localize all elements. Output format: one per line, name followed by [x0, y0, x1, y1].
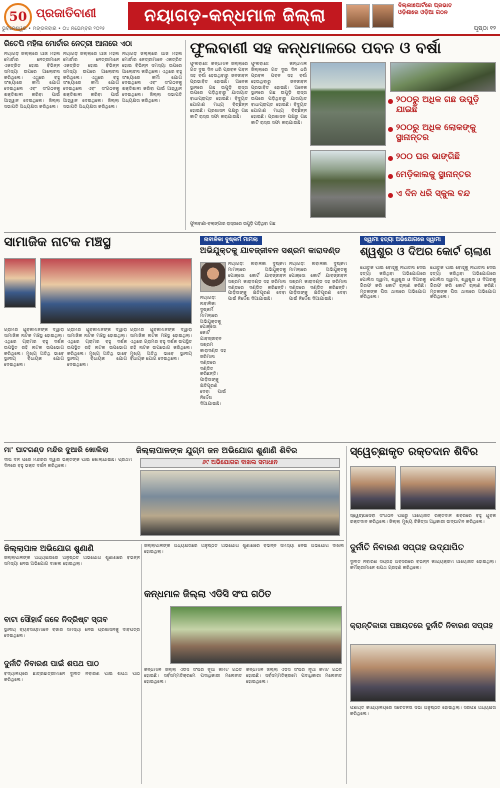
- kandhamal-body-col2: କନ୍ଧମାଳ ଜିଲ୍ଲା ଏଡିସି ସଂଘର ନୂଆ କମିଟି ଗଠିତ ହୋଇଛି। ସର୍ବସମ୍ମତିକ୍ରମେ ପଦାଧିକାରୀ ମନୋନୀତ ହୋଇଥିଲେ।: [246, 668, 342, 685]
- child-case-headline: ଅଭିଯୁକ୍ତକୁ ଯାବଜ୍ଜୀବନ ସଶ୍ରମ କାରାଦଣ୍ଡ: [200, 245, 341, 255]
- collector-body-2: ଜିଲ୍ଲାପାଳଙ୍କ ଅଧ୍ୟକ୍ଷତାରେ ଅନୁଷ୍ଠିତ ଅଭିଯୋଗ ଶୁଣାଣିରେ ବିଭିନ୍ନ ସମସ୍ୟା ନେଇ ଅଭିଯୋଗ ଦାଖଲ ହୋଇଥିଲା।: [144, 544, 344, 555]
- blood-photo-1: [350, 466, 396, 510]
- child-body-col0: ନୟାଗଡ଼: ନାବାଳିକା ଦୁଷ୍କର୍ମ ମାମଲାରେ ଅଭିଯୁକ୍ତକୁ ପୋକ୍ସୋ କୋର୍ଟ ଯାବଜ୍ଜୀବନ ସଶ୍ରମ କାରାଦଣ୍ଡ ସହ ଜରିମାନା ଦଣ୍ଡରେ ଦଣ୍ଡିତ କରିଛନ୍ତି। ପୀଡ଼ିତାଙ୍କୁ କ୍ଷତିପୂରଣ ଦେବା ପାଇଁ ନିର୍ଦ୍ଦେଶ ଦିଆଯାଇଛି।: [200, 296, 226, 407]
- dowry-body-col2: ଯୌତୁକ ପାଇଁ ବୋହୂକୁ ନିର୍ଯାତନା ଦେଇ ହତ୍ୟା କରିଥିବା ଅଭିଯୋଗରେ ପୋଲିସ ସ୍ୱାମୀ, ଶ୍ୱଶୁର ଓ ଦିଅରକୁ ଗିରଫ କରି କୋର୍ଟ ଚାଲାଣ କରିଛି। ମୃତକଙ୍କ ପିତା ଥାନାରେ ଅଭିଯୋଗ କରିଥିଲେ।: [430, 266, 496, 301]
- kandhamal-photo: [170, 606, 342, 664]
- road-photo-2: [310, 150, 386, 218]
- main-body-col2: ଫୁଲବାଣୀ: କନ୍ଧମାଳ ଜିଲ୍ଲାରେ ଗତ ଦୁଇ ଦିନ ଧରି ପ୍ରବଳ ପବନ ସହ ବର୍ଷା ହେଉଥିବାରୁ ଜନଜୀବନ ପ୍ରଭାବିତ ହୋଇଛି। ଅନେକ ସ୍ଥାନରେ ଗଛ ଉପୁଡ଼ି ରାସ୍ତା ଉପରେ ପଡ଼ିଥିବାରୁ ଯାତାୟାତ ବାଧାପ୍ରାପ୍ତ ହୋଇଛି। ବିଦ୍ୟୁତ ଯୋଗାଣ ମଧ୍ୟ ବିଚ୍ଛିନ୍ନ ହୋଇଛି। ପ୍ରଶାସନ ପକ୍ଷରୁ ଗଛ କାଟି ରାସ୍ତା ସଫା କରାଯାଉଛି।: [251, 62, 307, 126]
- collector-body: ଜିଲ୍ଲାପାଳଙ୍କ ଅଧ୍ୟକ୍ଷତାରେ ଅନୁଷ୍ଠିତ ଅଭିଯୋଗ ଶୁଣାଣିରେ ବିଭିନ୍ନ ସମସ୍ୟା ନେଇ ଅଭିଯୋଗ ଦାଖଲ ହୋଇଥିଲା।: [4, 556, 140, 567]
- camp-banner: ୬୯ ଅଭିଯୋଗର ଦାଖଲ ସମାଧାନ: [140, 458, 340, 468]
- dowry-headline: ଶ୍ୱଶୁର ଓ ଦିଅର କୋର୍ଟ ଚାଲାଣ: [360, 245, 492, 258]
- stage-photo: [40, 258, 192, 324]
- social-body-col3: ଗ୍ରାମର ଯୁବକମାନଙ୍କ ଦ୍ୱାରା ସାମାଜିକ ନାଟକ ମଞ୍ଚସ୍ଥ ହୋଇଥିଲା। ଏଥିରେ ଗ୍ରାମର ବହୁ ଦର୍ଶକ ଉପସ୍ଥିତ ରହି ନାଟକ ଉପଭୋଗ କରିଥିଲେ। ମୁଖ୍ୟ ଅତିଥି ଭାବେ ସ୍ଥାନୀୟ ବିଧାୟକ ଯୋଗ ଦେଇଥିଲେ।: [130, 328, 192, 363]
- kandhamal-headline: କନ୍ଧମାଳ ଜିଲ୍ଲା ଏଡିସି ସଂଘ ଗଠିତ: [144, 589, 272, 600]
- stage-photo-small: [4, 258, 36, 308]
- temple-headline: ମା' ଘାଟଗଣ୍ଡ ମନ୍ଦିର ଦୁଆରି ଖୋଲିଲା: [4, 445, 109, 454]
- social-headline: ସାମାଜିକ ନାଟକ ମଞ୍ଚସ୍ଥ: [4, 235, 111, 250]
- vigilance-body: ଦୁର୍ନୀତି ନିବାରଣ ସପ୍ତାହ ଅବସରରେ ବିଭିନ୍ନ କାର୍ଯ୍ୟକ୍ରମ ଆୟୋଜିତ ହୋଇଥିଲା। କର୍ମଚାରୀମାନେ ଶପଥ ଗ୍ରହଣ କରିଥିଲେ।: [350, 560, 496, 571]
- page-number: ପୃଷ୍ଠା ୧୨: [473, 25, 496, 32]
- bullet-item: ମେଡ଼ିକାଲକୁ ସ୍ଥାନାନ୍ତର: [388, 171, 496, 181]
- brand-name[interactable]: ପ୍ରଜାତିବାଣୀ: [36, 6, 97, 20]
- road-caption: ଫୁଲବାଣୀ-ବଲାଙ୍ଗୀର ରାସ୍ତାରେ ଉପୁଡ଼ି ପଡ଼ିଥିବା ଗଛ: [190, 222, 276, 227]
- blood-photo-2: [400, 466, 496, 510]
- main-headline: ଫୁଲବାଣୀ ସହ କନ୍ଧମାଳରେ ପବନ ଓ ବର୍ଷା: [190, 39, 442, 57]
- panchayat-photo: [350, 644, 496, 702]
- camp-headline: ଜିଲ୍ଲାପାଳଙ୍କ ଯୁଗ୍ମ ଜନ ଅଭିଯୋଗ ଶୁଣାଣି ଶିବିର: [136, 445, 298, 455]
- blood-body: ସ୍ୱେଚ୍ଛାସେବୀ ସଂଗଠନ ପକ୍ଷରୁ ଆୟୋଜିତ ରକ୍ତଦାନ ଶିବିରରେ ବହୁ ଯୁବକ ରକ୍ତଦାନ କରିଥିଲେ। ଜିଲ୍ଲା ମୁଖ୍ୟ ଚିକିତ୍ସା ଅଧିକାରୀ ଉଦ୍‌ଘାଟନ କରିଥିଲେ।: [350, 514, 496, 525]
- oath-headline: ଦୁର୍ନୀତି ନିବାରଣ ପାଇଁ ଶପଥ ପାଠ: [4, 659, 99, 668]
- masthead: [0, 0, 500, 36]
- bullet-item: ଏ ଦିନ ଧରି ସ୍କୁଲ ବନ୍ଦ: [388, 190, 496, 200]
- dowry-body-col1: ଯୌତୁକ ପାଇଁ ବୋହୂକୁ ନିର୍ଯାତନା ଦେଇ ହତ୍ୟା କରିଥିବା ଅଭିଯୋଗରେ ପୋଲିସ ସ୍ୱାମୀ, ଶ୍ୱଶୁର ଓ ଦିଅରକୁ ଗିରଫ କରି କୋର୍ଟ ଚାଲାଣ କରିଛି। ମୃତକଙ୍କ ପିତା ଥାନାରେ ଅଭିଯୋଗ କରିଥିଲେ।: [360, 266, 426, 301]
- left-top-headline: ରିତେପି ମହିଳା ମୋର୍ଚାର ନେତ୍ରୀ ଆନାରେ ଏଠା: [4, 39, 133, 48]
- newspaper-logo[interactable]: 50: [4, 3, 32, 31]
- dowry-tag: ସ୍ୱାମୀ ହତ୍ୟା ଅଭିଯୋଗରେ ସ୍ୱାମୀ: [360, 236, 445, 245]
- social-body-col2: ଗ୍ରାମର ଯୁବକମାନଙ୍କ ଦ୍ୱାରା ସାମାଜିକ ନାଟକ ମଞ୍ଚସ୍ଥ ହୋଇଥିଲା। ଏଥିରେ ଗ୍ରାମର ବହୁ ଦର୍ଶକ ଉପସ୍ଥିତ ରହି ନାଟକ ଉପଭୋଗ କରିଥିଲେ। ମୁଖ୍ୟ ଅତିଥି ଭାବେ ସ୍ଥାନୀୟ ବିଧାୟକ ଯୋଗ ଦେଇଥିଲେ।: [67, 328, 127, 369]
- bullet-item: ୨୦୦ ଘର ଭାଙ୍ଗିଛି: [388, 153, 496, 163]
- portrait-photo: [200, 262, 226, 292]
- collector-headline: ଜିଲ୍ଲାପାଳ ଅଭିଯୋଗ ଶୁଣାଣି: [4, 544, 94, 553]
- kandhamal-body-col1: କନ୍ଧମାଳ ଜିଲ୍ଲା ଏଡିସି ସଂଘର ନୂଆ କମିଟି ଗଠିତ ହୋଇଛି। ସର୍ବସମ୍ମତିକ୍ରମେ ପଦାଧିକାରୀ ମନୋନୀତ ହୋଇଥିଲେ।: [144, 668, 242, 685]
- header-promo: ଦିଲ୍ଲୀପୋର୍ଟରେ ପ୍ରଭାତ ଓଡ଼ିଶାରେ ଓଡ଼ିଆ ଗଠନ: [398, 3, 453, 16]
- left-top-body-col1: ନୟାଗଡ଼ ଜିଲ୍ଲାରେ ଆଜି ମହିଳା ମୋର୍ଚାର ନେତ୍ରୀମାନେ ଏକତ୍ରିତ ହୋଇ ବିଭିନ୍ନ ସମସ୍ୟା ଉପରେ ଆଲୋଚନା କରିଥିଲେ। ଏଥିରେ ବହୁ ସଂଖ୍ୟାରେ କର୍ମୀ ଯୋଗ ଦେଇଥିଲେ ଏବଂ ସଂଗଠନକୁ ଶକ୍ତିଶାଳୀ କରିବା ପାଇଁ ଆହ୍ୱାନ ଦେଇଥିଲେ। ଜିଲ୍ଲା ସଭାପତି ଅଧ୍ୟକ୍ଷତା କରିଥିଲେ।: [4, 52, 60, 110]
- left-top-body-col2: ନୟାଗଡ଼ ଜିଲ୍ଲାରେ ଆଜି ମହିଳା ମୋର୍ଚାର ନେତ୍ରୀମାନେ ଏକତ୍ରିତ ହୋଇ ବିଭିନ୍ନ ସମସ୍ୟା ଉପରେ ଆଲୋଚନା କରିଥିଲେ। ଏଥିରେ ବହୁ ସଂଖ୍ୟାରେ କର୍ମୀ ଯୋଗ ଦେଇଥିଲେ ଏବଂ ସଂଗଠନକୁ ଶକ୍ତିଶାଳୀ କରିବା ପାଇଁ ଆହ୍ୱାନ ଦେଇଥିଲେ। ଜିଲ୍ଲା ସଭାପତି ଅଧ୍ୟକ୍ଷତା କରିଥିଲେ।: [63, 52, 119, 110]
- header-photo-1: [346, 4, 370, 28]
- market-body: ସ୍ଥାନୀୟ ବ୍ୟବସାୟୀମାନେ ବଜାର ସମସ୍ୟା ନେଇ ପ୍ରଶାସନକୁ ଦାବିପତ୍ର ଦେଇଥିଲେ।: [4, 628, 140, 639]
- market-headline: ବାଟା ସୌହାର୍ଦ୍ଦ ଜଳେ ନିଦ୍ରିଷ୍ଟ ସ୍ତାବ: [4, 615, 108, 624]
- bullet-item: ୨୦୦ରୁ ଅଧିକ ଗଛ ଉପୁଡ଼ି ଯାଇଛି: [388, 96, 496, 115]
- bullet-item: ୨୦୦ରୁ ଅଧିକ ଲୋକଙ୍କୁ ସ୍ଥାନାନ୍ତର: [388, 124, 496, 143]
- child-body-col1: ନୟାଗଡ଼: ନାବାଳିକା ଦୁଷ୍କର୍ମ ମାମଲାରେ ଅଭିଯୁକ୍ତକୁ ପୋକ୍ସୋ କୋର୍ଟ ଯାବଜ୍ଜୀବନ ସଶ୍ରମ କାରାଦଣ୍ଡ ସହ ଜରିମାନା ଦଣ୍ଡରେ ଦଣ୍ଡିତ କରିଛନ୍ତି। ପୀଡ଼ିତାଙ୍କୁ କ୍ଷତିପୂରଣ ଦେବା ପାଇଁ ନିର୍ଦ୍ଦେଶ ଦିଆଯାଇଛି।: [228, 262, 286, 303]
- child-case-tag: ନାବାଳିକା ଦୁଷ୍କର୍ମ ମାମଲା: [200, 236, 262, 245]
- header-photo-2: [372, 4, 394, 28]
- vigilance-headline: ଦୁର୍ନୀତି ନିବାରଣ ସପ୍ତାହ ଉଦ୍‌ଯାପିତ: [350, 543, 464, 553]
- temple-body: ଦୀର୍ଘ ଦିନ ପରେ ମନ୍ଦିରର ଦ୍ୱାର ଭକ୍ତଙ୍କ ପାଇଁ ଖୋଲାଯାଇଛି। ପ୍ରଥମ ଦିନରେ ବହୁ ଭକ୍ତ ଦର୍ଶନ କରିଥିଲେ।: [4, 458, 132, 469]
- child-body-col2: ନୟାଗଡ଼: ନାବାଳିକା ଦୁଷ୍କର୍ମ ମାମଲାରେ ଅଭିଯୁକ୍ତକୁ ପୋକ୍ସୋ କୋର୍ଟ ଯାବଜ୍ଜୀବନ ସଶ୍ରମ କାରାଦଣ୍ଡ ସହ ଜରିମାନା ଦଣ୍ଡରେ ଦଣ୍ଡିତ କରିଛନ୍ତି। ପୀଡ଼ିତାଙ୍କୁ କ୍ଷତିପୂରଣ ଦେବା ପାଇଁ ନିର୍ଦ୍ଦେଶ ଦିଆଯାଇଛି।: [289, 262, 347, 303]
- road-photo-1: [310, 62, 386, 146]
- dateline: ଭୁବନେଶ୍ୱର • ମଙ୍ଗଳବାର • ୦୪ ନଭେମ୍ବର ୨୦୨୫: [2, 26, 106, 32]
- panchayat-body: ପଞ୍ଚାୟତ କାର୍ଯ୍ୟାଳୟରେ ସଚେତନତା ସଭା ଅନୁଷ୍ଠିତ ହୋଇଥିଲା। ସରପଞ୍ଚ ଅଧ୍ୟକ୍ଷତା କରିଥିଲେ।: [350, 706, 496, 717]
- panchayat-headline: କ୍ରାନ୍ତିକାରୀ ପଞ୍ଚାୟତରେ ଦୁର୍ନୀତି ନିବାରଣ ସପ୍ତାହ: [350, 621, 494, 630]
- oath-body: ବିଦ୍ୟାଳୟରେ ଛାତ୍ରଛାତ୍ରୀମାନେ ଦୁର୍ନୀତି ନିବାରଣ ପାଇଁ ଶପଥ ପାଠ କରିଥିଲେ।: [4, 672, 140, 683]
- camp-photo: [140, 470, 340, 536]
- left-top-body-col3: ନୟାଗଡ଼ ଜିଲ୍ଲାରେ ଆଜି ମହିଳା ମୋର୍ଚାର ନେତ୍ରୀମାନେ ଏକତ୍ରିତ ହୋଇ ବିଭିନ୍ନ ସମସ୍ୟା ଉପରେ ଆଲୋଚନା କରିଥିଲେ। ଏଥିରେ ବହୁ ସଂଖ୍ୟାରେ କର୍ମୀ ଯୋଗ ଦେଇଥିଲେ ଏବଂ ସଂଗଠନକୁ ଶକ୍ତିଶାଳୀ କରିବା ପାଇଁ ଆହ୍ୱାନ ଦେଇଥିଲେ। ଜିଲ୍ଲା ସଭାପତି ଅଧ୍ୟକ୍ଷତା କରିଥିଲେ।: [122, 52, 182, 104]
- main-body-col1: ଫୁଲବାଣୀ: କନ୍ଧମାଳ ଜିଲ୍ଲାରେ ଗତ ଦୁଇ ଦିନ ଧରି ପ୍ରବଳ ପବନ ସହ ବର୍ଷା ହେଉଥିବାରୁ ଜନଜୀବନ ପ୍ରଭାବିତ ହୋଇଛି। ଅନେକ ସ୍ଥାନରେ ଗଛ ଉପୁଡ଼ି ରାସ୍ତା ଉପରେ ପଡ଼ିଥିବାରୁ ଯାତାୟାତ ବାଧାପ୍ରାପ୍ତ ହୋଇଛି। ବିଦ୍ୟୁତ ଯୋଗାଣ ମଧ୍ୟ ବିଚ୍ଛିନ୍ନ ହୋଇଛି। ପ୍ରଶାସନ ପକ୍ଷରୁ ଗଛ କାଟି ରାସ୍ତା ସଫା କରାଯାଉଛି।: [190, 62, 248, 120]
- main-bullets: [388, 96, 496, 208]
- edition-title: ନୟାଗଡ଼-କନ୍ଧମାଳ ଜିଲ୍ଲା: [128, 2, 342, 30]
- blood-headline: ସ୍ୱେଚ୍ଛାକୃତ ରକ୍ତଦାନ ଶିବିର: [350, 445, 478, 458]
- social-body-col1: ଗ୍ରାମର ଯୁବକମାନଙ୍କ ଦ୍ୱାରା ସାମାଜିକ ନାଟକ ମଞ୍ଚସ୍ଥ ହୋଇଥିଲା। ଏଥିରେ ଗ୍ରାମର ବହୁ ଦର୍ଶକ ଉପସ୍ଥିତ ରହି ନାଟକ ଉପଭୋଗ କରିଥିଲେ। ମୁଖ୍ୟ ଅତିଥି ଭାବେ ସ୍ଥାନୀୟ ବିଧାୟକ ଯୋଗ ଦେଇଥିଲେ।: [4, 328, 64, 369]
- road-photo-3: [390, 62, 496, 92]
